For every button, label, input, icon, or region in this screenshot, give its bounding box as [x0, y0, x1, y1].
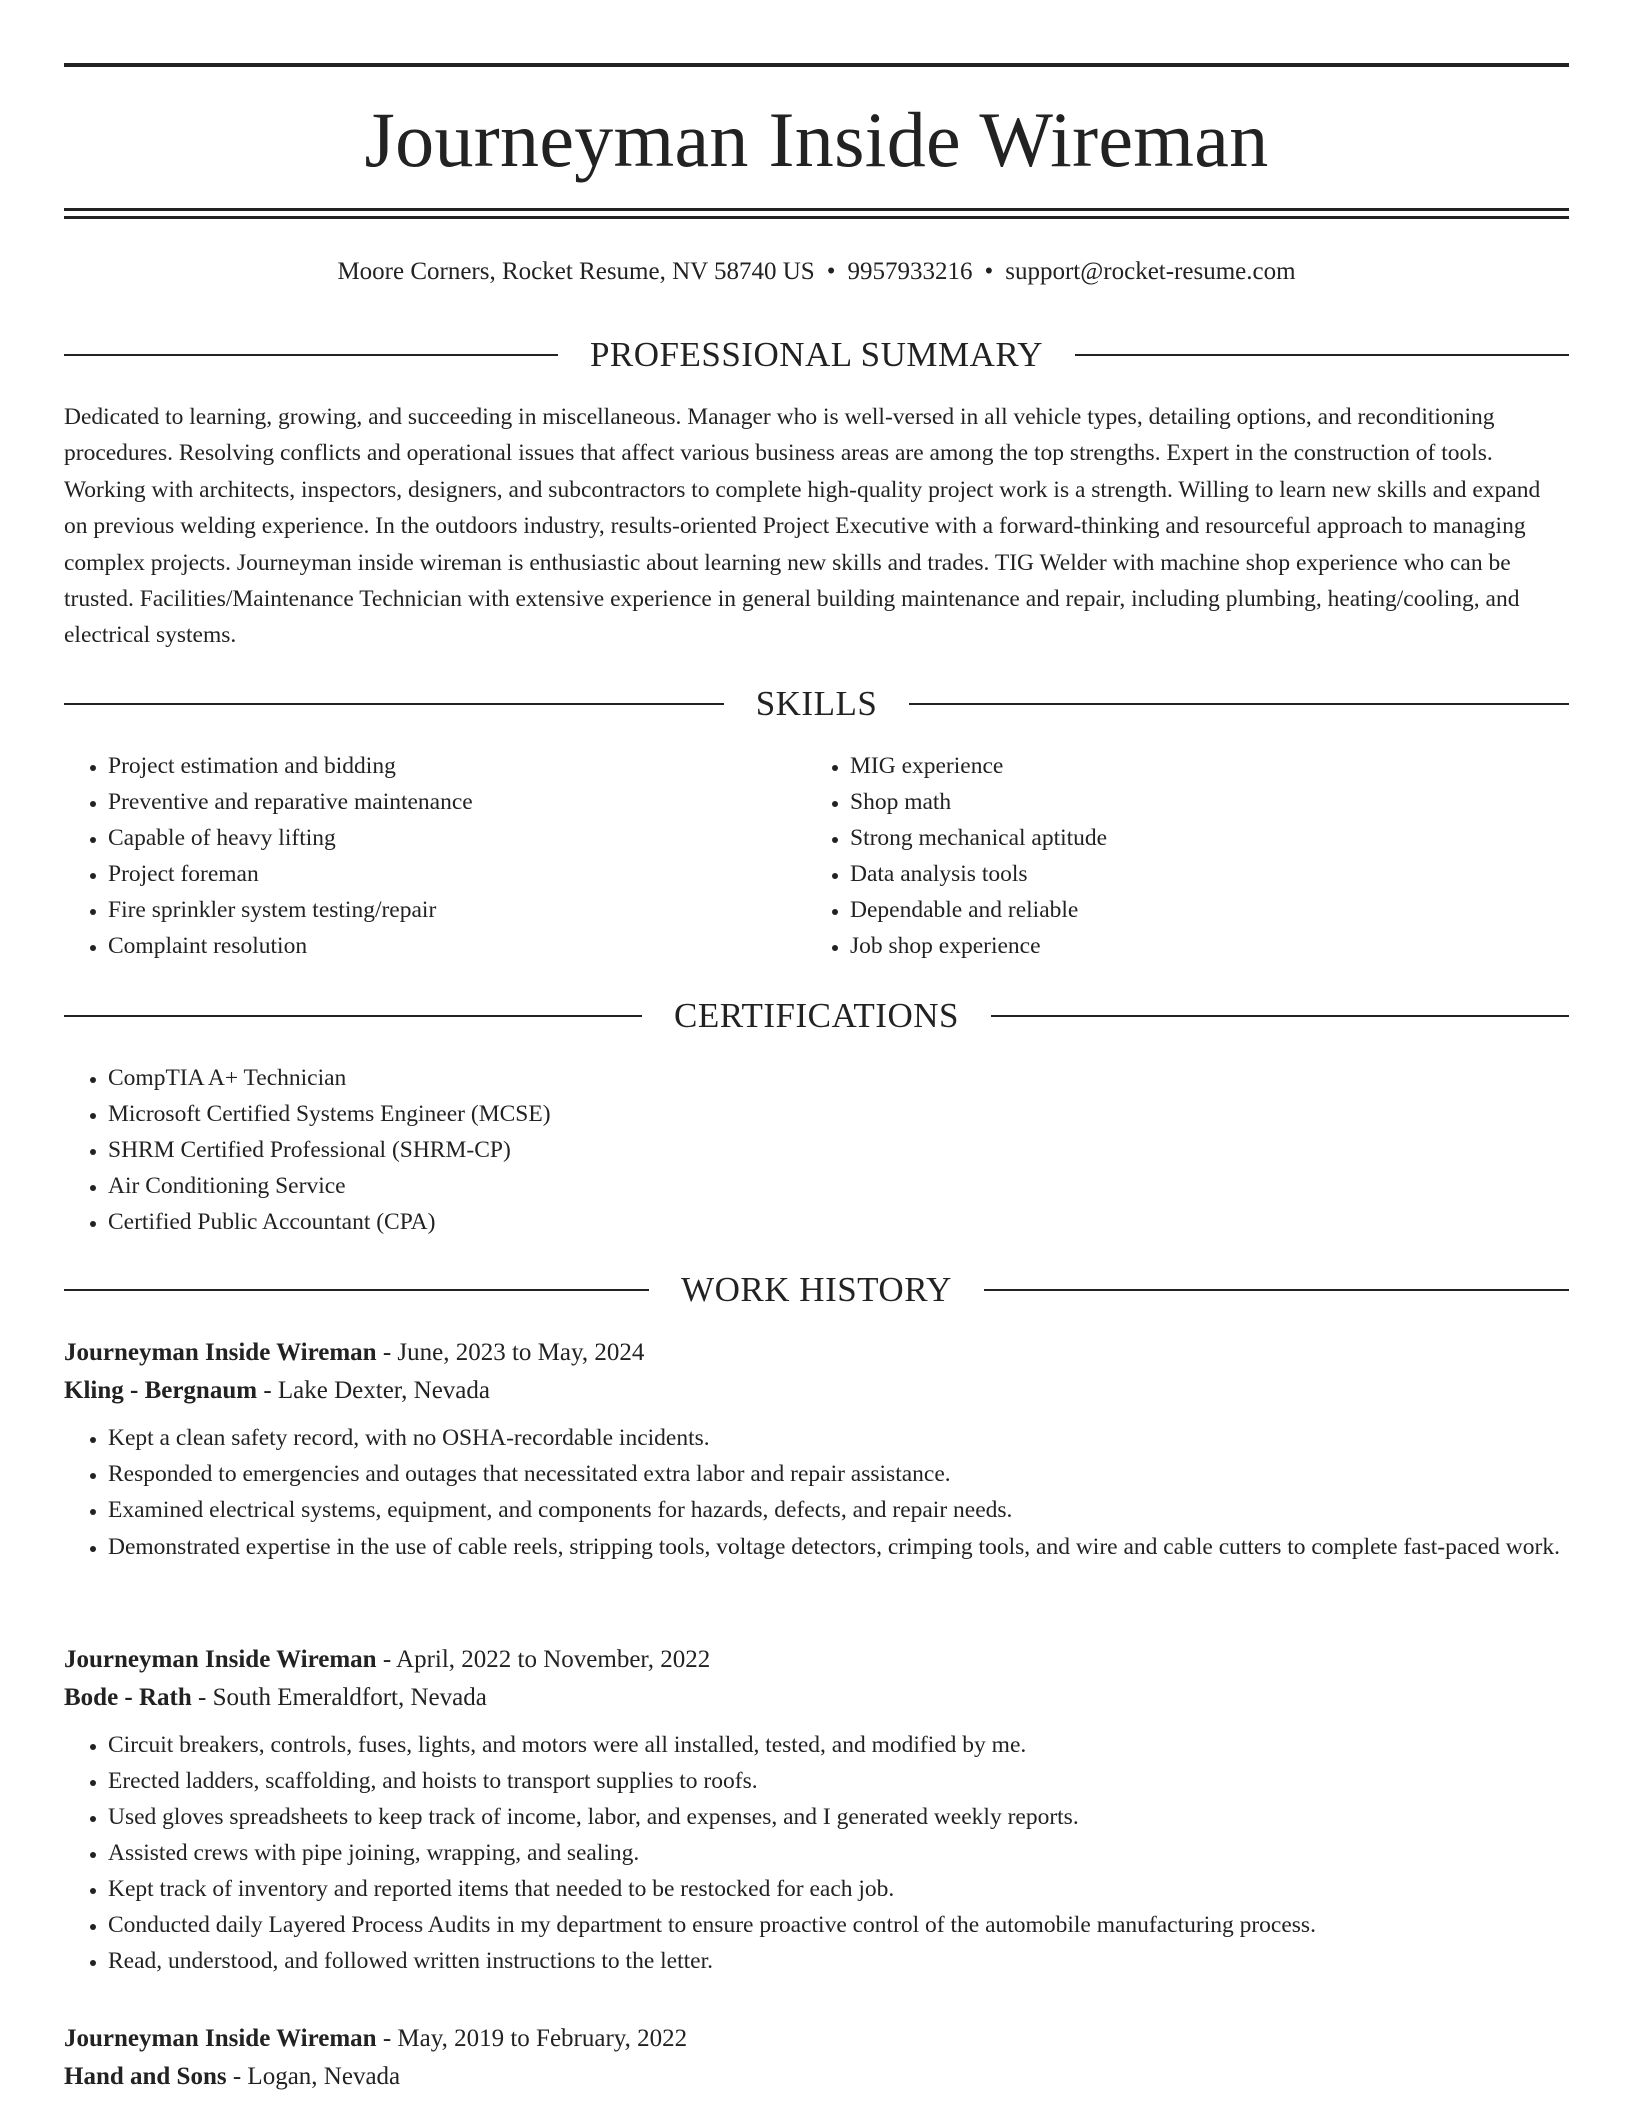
certification-item: • SHRM Certified Professional (SHRM-CP): [108, 1132, 1064, 1168]
job-company-line: [64, 1372, 1569, 1410]
skill-item: • MIG experience: [850, 748, 1566, 784]
job-title-line: [64, 2020, 1569, 2058]
section-title-summary: PROFESSIONAL SUMMARY: [589, 335, 1044, 374]
skill-item: • Capable of heavy lifting: [108, 820, 764, 856]
skill-item: • Preventive and reparative maintenance: [108, 784, 764, 820]
job-company: Kling - Bergnaum: [64, 1377, 258, 1404]
header-rule-upper: [64, 208, 1569, 211]
job-location: - Logan, Nevada: [226, 2063, 401, 2090]
job-title: Journeyman Inside Wireman: [64, 2025, 377, 2052]
section-rule-right: [984, 1289, 1569, 1291]
certification-item: • CompTIA A+ Technician: [108, 1060, 1064, 1096]
header-rule-lower: [64, 216, 1569, 219]
section-rule-left: [64, 703, 724, 705]
section-title-skills: SKILLS: [755, 684, 878, 723]
job-bullet: • Examined electrical systems, equipment, and components for hazards, defects, and repair needs.: [108, 1492, 1569, 1528]
certification-item: • Certified Public Accountant (CPA): [108, 1204, 1064, 1240]
job-entry: [64, 1641, 1569, 1979]
skills-column-right: [806, 748, 1566, 964]
skill-item: • Project foreman: [108, 856, 764, 892]
section-rule-left: [64, 354, 558, 356]
job-company: Hand and Sons: [64, 2063, 227, 2090]
skill-item: • Shop math: [850, 784, 1566, 820]
job-location: - Lake Dexter, Nevada: [257, 1377, 490, 1404]
certification-item: • Microsoft Certified Systems Engineer (MCSE): [108, 1096, 1064, 1132]
job-bullet: • Demonstrated expertise in the use of cable reels, stripping tools, voltage detectors, crimping tools, and wire and cable cutters to complete fast-paced work.: [108, 1528, 1569, 1566]
certification-item: • Air Conditioning Service: [108, 1168, 1064, 1204]
certifications-list: [64, 1060, 1064, 1240]
job-bullets: [64, 1420, 1569, 1566]
job-title: Journeyman Inside Wireman: [64, 1646, 377, 1673]
section-header-certifications: [64, 994, 1569, 1038]
header-top-rule: [64, 63, 1569, 67]
job-title-line: [64, 1641, 1569, 1679]
skill-item: • Strong mechanical aptitude: [850, 820, 1566, 856]
section-title-work-history: WORK HISTORY: [681, 1270, 952, 1309]
skill-item: • Job shop experience: [850, 928, 1566, 964]
job-company-line: [64, 2058, 1569, 2096]
job-bullet: • Circuit breakers, controls, fuses, lights, and motors were all installed, tested, and modified by me.: [108, 1727, 1569, 1763]
skill-item: • Fire sprinkler system testing/repair: [108, 892, 764, 928]
job-bullet: • Erected ladders, scaffolding, and hoists to transport supplies to roofs.: [108, 1763, 1569, 1799]
section-header-work-history: [64, 1268, 1569, 1312]
contact-line: [64, 254, 1569, 290]
job-dates: - May, 2019 to February, 2022: [376, 2025, 688, 2052]
job-bullet: • Conducted daily Layered Process Audits in my department to ensure proactive control of the automobile manufacturing process.: [108, 1907, 1569, 1943]
skill-item: • Data analysis tools: [850, 856, 1566, 892]
section-rule-right: [909, 703, 1569, 705]
summary-text: Dedicated to learning, growing, and succeeding in miscellaneous. Manager who is well-versed in all vehicle types, detailing options, and reconditioning procedures. Resolving conflicts and operational issues that affect various business areas are among the top strengths. Expert in the construction of tools. Working with architects, inspectors, designers, and subcontractors to complete high-quality project work is a strength. Willing to learn new skills and expand on previous welding experience. In the outdoors industry, results-oriented Project Executive with a forward-thinking and resourceful approach to managing complex projects. Journeyman inside wireman is enthusiastic about learning new skills and trades. TIG Welder with machine shop experience who can be trusted. Facilities/Maintenance Technician with extensive experience in general building maintenance and repair, including plumbing, heating/cooling, and electrical systems.: [64, 404, 1541, 649]
contact-email: support@rocket-resume.com: [1005, 258, 1296, 285]
job-title: Journeyman Inside Wireman: [64, 1339, 377, 1366]
contact-address: Moore Corners, Rocket Resume, NV 58740 US: [337, 258, 815, 285]
section-rule-right: [991, 1015, 1569, 1017]
job-entry: [64, 1334, 1569, 1566]
job-location: - South Emeraldfort, Nevada: [191, 1684, 487, 1711]
resume-title: Journeyman Inside Wireman: [364, 96, 1269, 183]
job-bullets: [64, 1727, 1569, 1979]
job-company: Bode - Rath: [64, 1684, 192, 1711]
job-bullet: • Read, understood, and followed written instructions to the letter.: [108, 1943, 1569, 1979]
section-header-skills: [64, 682, 1569, 726]
skill-item: • Complaint resolution: [108, 928, 764, 964]
contact-phone: 9957933216: [847, 258, 973, 285]
skill-item: • Dependable and reliable: [850, 892, 1566, 928]
section-rule-right: [1075, 354, 1569, 356]
job-title-line: [64, 1334, 1569, 1372]
section-rule-left: [64, 1289, 649, 1291]
job-entry: [64, 2020, 1569, 2096]
job-bullet: • Kept track of inventory and reported items that needed to be restocked for each job.: [108, 1871, 1569, 1907]
job-dates: - April, 2022 to November, 2022: [376, 1646, 711, 1673]
job-bullet: • Assisted crews with pipe joining, wrapping, and sealing.: [108, 1835, 1569, 1871]
section-rule-left: [64, 1015, 642, 1017]
skill-item: • Project estimation and bidding: [108, 748, 764, 784]
job-dates: - June, 2023 to May, 2024: [376, 1339, 645, 1366]
skills-column-left: [64, 748, 764, 964]
section-header-summary: [64, 333, 1569, 377]
job-bullet: • Responded to emergencies and outages that necessitated extra labor and repair assistance.: [108, 1456, 1569, 1492]
job-company-line: [64, 1679, 1569, 1717]
section-title-certifications: CERTIFICATIONS: [674, 996, 959, 1035]
job-bullet: • Used gloves spreadsheets to keep track of income, labor, and expenses, and I generated weekly reports.: [108, 1799, 1569, 1835]
contact-separator: •: [826, 258, 836, 285]
contact-separator: •: [984, 258, 994, 285]
job-bullet: • Kept a clean safety record, with no OSHA-recordable incidents.: [108, 1420, 1569, 1456]
